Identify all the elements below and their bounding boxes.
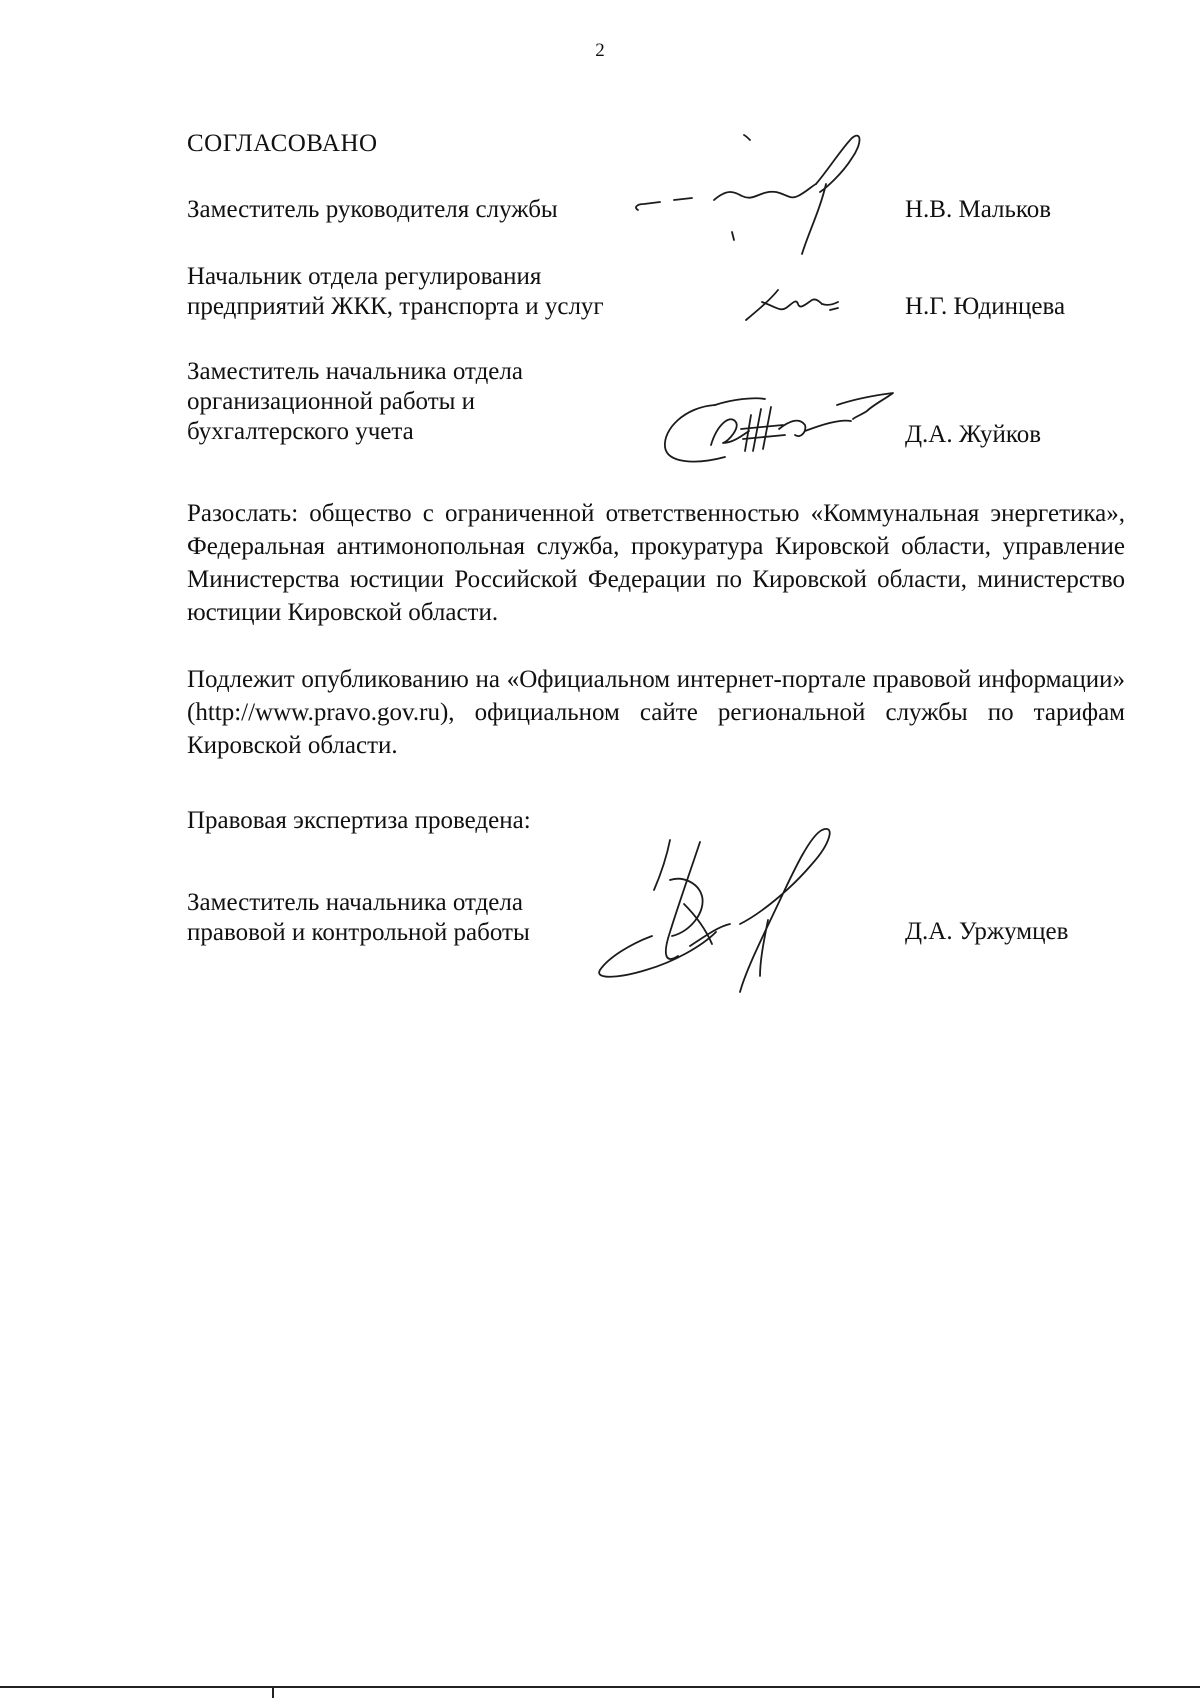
position-line: Заместитель начальника отдела (187, 358, 523, 385)
position-line: Заместитель начальника отдела (187, 889, 523, 916)
signature-malkov (630, 130, 890, 270)
footer-rule (0, 1686, 1200, 1688)
position-line: Начальник отдела регулирования (187, 263, 542, 290)
signatory-name: Н.Г. Юдинцева (905, 293, 1066, 320)
signature-urzhumtsev (590, 820, 860, 1000)
approval-heading: СОГЛАСОВАНО (187, 130, 378, 157)
position-line: организационной работы и (187, 388, 476, 415)
distribution-paragraph: Разослать: общество с ограниченной ответственностью «Коммунальная энергетика», Федеральная антимонопольная служба, прокуратура Кировской области, управление Министерства юстиции Российской Федерации по Кировской области, министерство юстиции Кировской области. (187, 500, 1125, 626)
legal-review-heading: Правовая экспертиза проведена: (187, 807, 531, 834)
signatory-name: Д.А. Уржумцев (905, 918, 1069, 945)
signature-zhuykov (655, 385, 905, 475)
signatory-position (187, 357, 523, 447)
position-line: Заместитель руководителя службы (187, 196, 558, 223)
signatory-position (187, 262, 604, 322)
footer-tick (272, 1686, 274, 1698)
position-line: предприятий ЖКК, транспорта и услуг (187, 293, 604, 320)
position-line: правовой и контрольной работы (187, 919, 530, 946)
publication-paragraph: Подлежит опубликованию на «Официальном интернет-портале правовой информации» (http://www.pravo.gov.ru), официальном сайте региональной службы по тарифам Кировской области. (187, 666, 1125, 759)
signatory-name: Д.А. Жуйков (905, 421, 1042, 448)
position-line: бухгалтерского учета (187, 418, 414, 445)
signatory-name: Н.В. Мальков (905, 196, 1052, 223)
signatory-position (187, 195, 558, 225)
page-number: 2 (595, 40, 605, 61)
signatory-position (187, 888, 530, 948)
signature-yudintseva (740, 282, 850, 332)
